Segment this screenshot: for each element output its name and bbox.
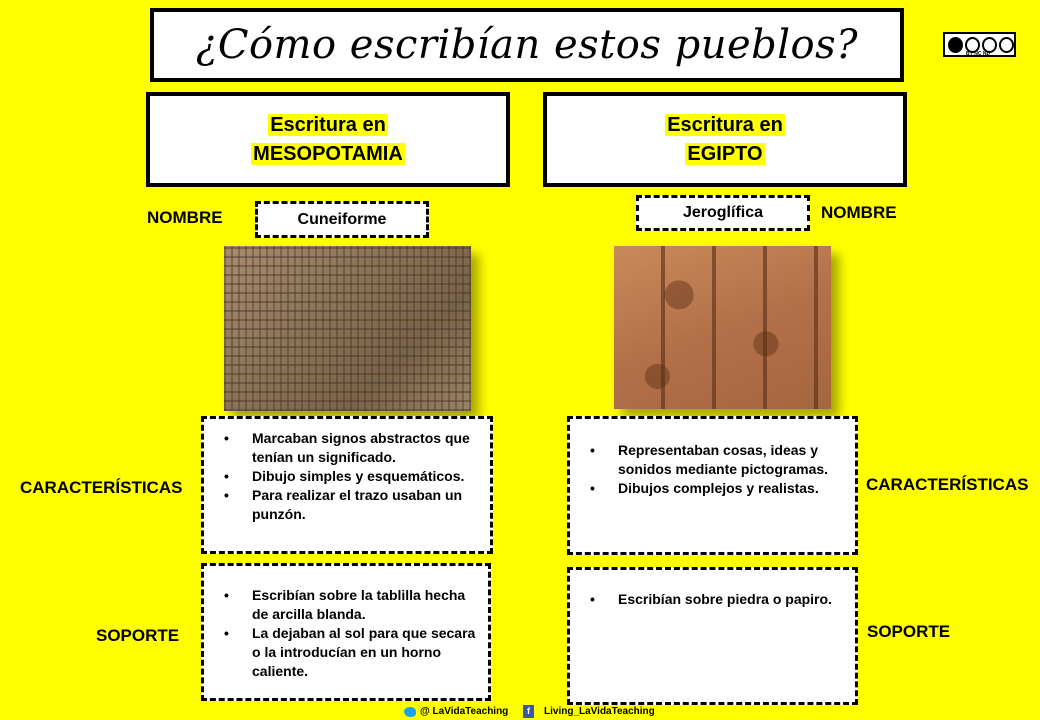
egipto-characteristics-label: CARACTERÍSTICAS: [866, 475, 1029, 494]
list-item: • La dejaban al sol para que secara o la introducían en un horno caliente.: [212, 624, 476, 681]
egipto-heading-line1: Escritura en: [667, 113, 783, 136]
egipto-characteristics-box: [567, 416, 858, 555]
license-badge-text: BY NC ND: [966, 51, 991, 57]
page-title-box: [150, 8, 904, 82]
egipto-support-box: [567, 567, 858, 705]
mesopotamia-heading-box: [146, 92, 510, 187]
egipto-name-box: [636, 195, 810, 231]
twitter-icon: [404, 707, 416, 717]
hieroglyph-stone-image: [614, 246, 831, 409]
mesopotamia-name-value: Cuneiforme: [297, 210, 387, 228]
mesopotamia-characteristics-list: [212, 429, 478, 524]
egipto-heading-box: [543, 92, 907, 187]
egipto-name-value: Jeroglífica: [682, 204, 764, 221]
list-item: • Para realizar el trazo usaban un punzón.: [212, 486, 478, 524]
facebook-icon: f: [523, 705, 534, 718]
noderivatives-icon: [999, 37, 1014, 53]
egipto-heading-line2: EGIPTO: [687, 142, 763, 165]
mesopotamia-support-label: SOPORTE: [96, 626, 180, 645]
list-item: • Escribían sobre piedra o papiro.: [578, 590, 843, 609]
cc-icon: [948, 37, 963, 53]
mesopotamia-support-list: [212, 586, 476, 681]
list-item: • Dibujos complejos y realistas.: [578, 479, 843, 498]
list-item: • Escribían sobre la tablilla hecha de arcilla blanda.: [212, 586, 476, 624]
mesopotamia-name-box: [255, 201, 429, 238]
list-item: • Marcaban signos abstractos que tenían un significado.: [212, 429, 478, 467]
mesopotamia-characteristics-box: [201, 416, 493, 554]
facebook-credit[interactable]: [523, 705, 655, 718]
mesopotamia-heading-line2: MESOPOTAMIA: [253, 142, 403, 165]
cuneiform-tablet-image: [224, 246, 471, 411]
egipto-characteristics-list: [578, 441, 843, 498]
egipto-support-label: SOPORTE: [867, 622, 951, 641]
egipto-support-list: [578, 590, 843, 609]
facebook-handle: Living_LaVidaTeaching: [544, 706, 655, 717]
twitter-credit[interactable]: [404, 706, 508, 717]
page-title: ¿Cómo escribían estos pueblos?: [195, 22, 859, 68]
mesopotamia-heading-line1: Escritura en: [270, 113, 386, 136]
egipto-name-label: NOMBRE: [821, 203, 897, 222]
mesopotamia-name-label: NOMBRE: [147, 208, 223, 227]
twitter-handle: @ LaVidaTeaching: [420, 706, 509, 717]
mesopotamia-characteristics-label: CARACTERÍSTICAS: [20, 478, 183, 497]
list-item: • Representaban cosas, ideas y sonidos mediante pictogramas.: [578, 441, 843, 479]
mesopotamia-support-box: [201, 563, 491, 701]
list-item: • Dibujo simples y esquemáticos.: [212, 467, 478, 486]
